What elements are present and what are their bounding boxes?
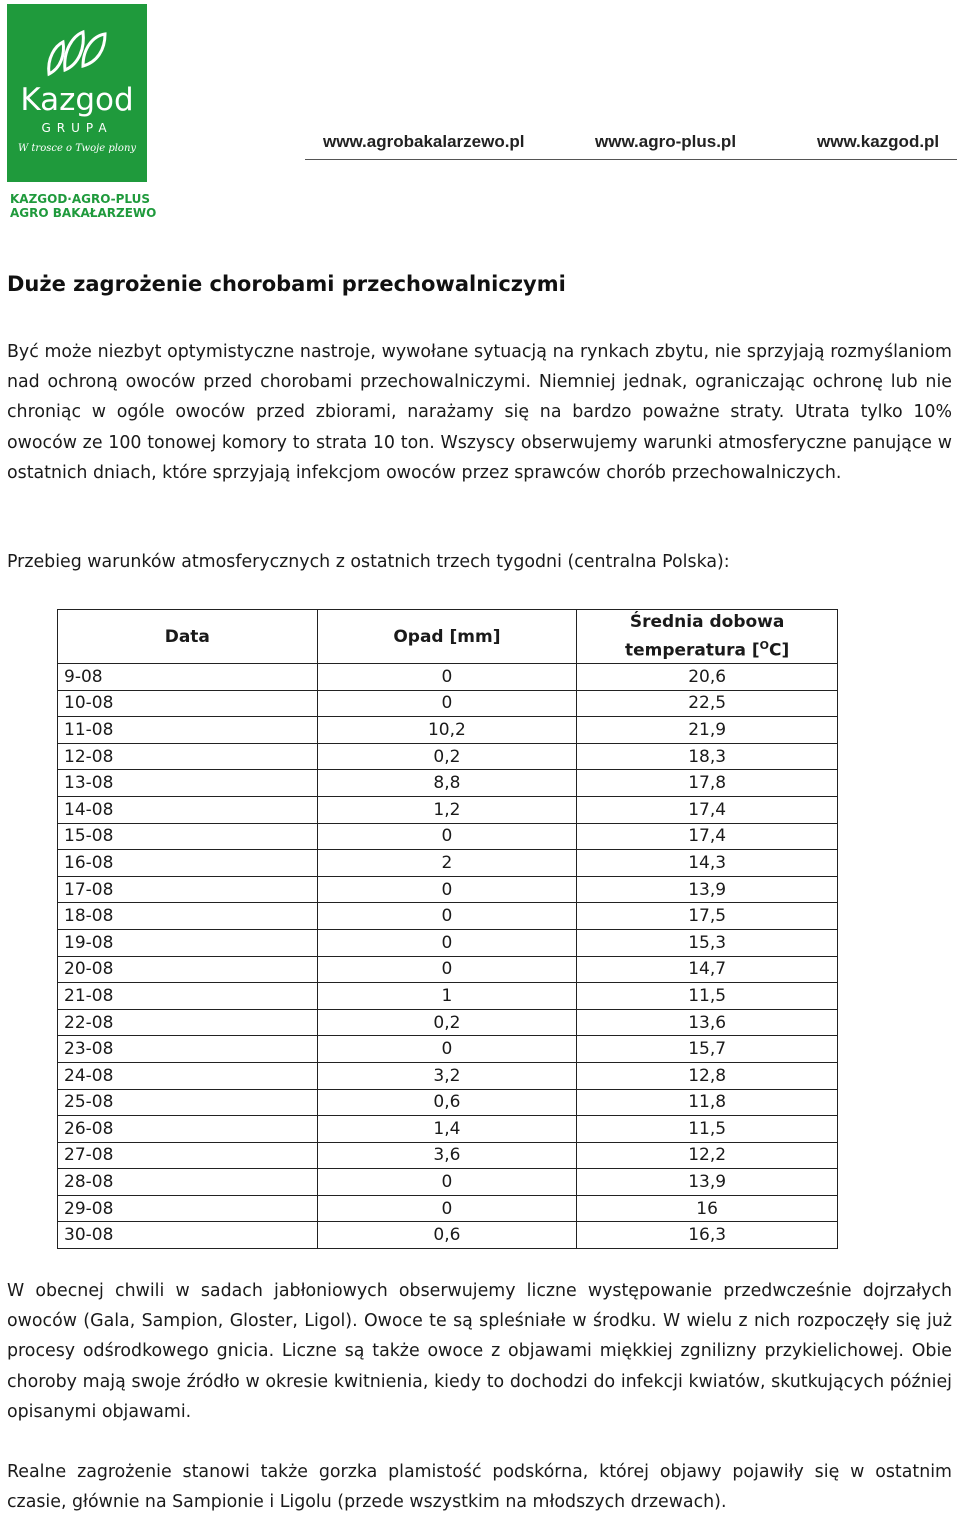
header-rain: Opad [mm]: [317, 610, 577, 664]
cell-rain: 0: [317, 1169, 577, 1196]
header-temp: [577, 610, 838, 664]
cell-rain: 0: [317, 876, 577, 903]
cell-temp: 17,5: [577, 903, 838, 930]
cell-rain: 0: [317, 823, 577, 850]
link-kazgod[interactable]: www.kazgod.pl: [817, 132, 940, 151]
logo-subtitle-line2: AGRO BAKAŁARZEWO: [10, 206, 157, 220]
cell-date: 25-08: [58, 1089, 318, 1116]
cell-rain: 0,6: [317, 1089, 577, 1116]
table-row: [58, 690, 838, 717]
cell-temp: 14,7: [577, 956, 838, 983]
table-row: [58, 929, 838, 956]
cell-date: 28-08: [58, 1169, 318, 1196]
table-row: [58, 823, 838, 850]
intro-paragraph: Być może niezbyt optymistyczne nastroje, wywołane sytuacją na rynkach zbytu, nie sprzyjają rozmyślaniom nad ochroną owoców przed chorobami przechowalniczymi. Niemniej jednak, ograniczając ochronę lub nie chroniąc w ogóle owoców przed zbiorami, narażamy się na bardzo poważne straty. Utrata tylko 10% owoców ze 100 tonowej komory to strata 10 ton. Wszyscy obserwujemy warunki atmosferyczne panujące w ostatnich dniach, które sprzyjają infekcjom owoców przez sprawców chorób przechowalniczych.: [7, 342, 952, 483]
cell-rain: 0: [317, 956, 577, 983]
table-header-row: [58, 610, 838, 664]
cell-temp: 12,8: [577, 1062, 838, 1089]
cell-date: 21-08: [58, 983, 318, 1010]
table-row: [58, 770, 838, 797]
logo-slogan: W trosce o Twoje plony: [17, 143, 137, 154]
cell-date: 9-08: [58, 664, 318, 691]
link-agrobakalarzewo[interactable]: www.agrobakalarzewo.pl: [323, 132, 525, 151]
cell-temp: 15,7: [577, 1036, 838, 1063]
weather-table: [57, 609, 838, 1249]
cell-rain: 2: [317, 850, 577, 877]
header-temp-degree: O: [759, 639, 770, 653]
cell-temp: 13,9: [577, 876, 838, 903]
table-row: [58, 1089, 838, 1116]
table-row: [58, 1169, 838, 1196]
cell-temp: 11,5: [577, 983, 838, 1010]
header-temp-line1: Średnia dobowa: [629, 612, 785, 633]
cell-date: 11-08: [58, 717, 318, 744]
cell-temp: 12,2: [577, 1142, 838, 1169]
cell-rain: 0: [317, 903, 577, 930]
page-title: Duże zagrożenie chorobami przechowalniczymi: [7, 272, 566, 296]
cell-date: 22-08: [58, 1009, 318, 1036]
cell-rain: 0,6: [317, 1222, 577, 1249]
link-agro-plus[interactable]: www.agro-plus.pl: [595, 132, 737, 151]
cell-temp: 17,4: [577, 796, 838, 823]
cell-date: 18-08: [58, 903, 318, 930]
table-row: [58, 743, 838, 770]
cell-temp: 13,9: [577, 1169, 838, 1196]
table-row: [58, 876, 838, 903]
logo-subtitle: [10, 192, 156, 220]
cell-date: 12-08: [58, 743, 318, 770]
cell-temp: 15,3: [577, 929, 838, 956]
company-logo: [7, 4, 147, 182]
header-date: Data: [58, 610, 318, 664]
header-temp-line2b: C]: [769, 640, 790, 661]
table-row: [58, 717, 838, 744]
cell-date: 23-08: [58, 1036, 318, 1063]
cell-rain: 0: [317, 690, 577, 717]
leaves-logo-icon: [45, 24, 109, 80]
table-row: [58, 1009, 838, 1036]
cell-date: 19-08: [58, 929, 318, 956]
table-row: [58, 983, 838, 1010]
cell-temp: 17,8: [577, 770, 838, 797]
cell-temp: 11,8: [577, 1089, 838, 1116]
cell-date: 14-08: [58, 796, 318, 823]
bitter-pit-paragraph: Realne zagrożenie stanowi także gorzka plamistość podskórna, której objawy pojawiły się w ostatnim czasie, głównie na Sampionie i Ligolu (przede wszystkim na młodszych drzewach).: [7, 1462, 952, 1513]
table-row: [58, 1195, 838, 1222]
cell-rain: 0,2: [317, 743, 577, 770]
table-row: [58, 903, 838, 930]
cell-temp: 18,3: [577, 743, 838, 770]
logo-name: Kazgod: [20, 82, 134, 118]
cell-rain: 3,6: [317, 1142, 577, 1169]
cell-rain: 1,2: [317, 796, 577, 823]
header-links: [305, 130, 957, 160]
cell-rain: 0,2: [317, 1009, 577, 1036]
table-row: [58, 1222, 838, 1249]
logo-grupa: GRUPA: [41, 121, 113, 135]
cell-date: 17-08: [58, 876, 318, 903]
cell-rain: 10,2: [317, 717, 577, 744]
cell-rain: 0: [317, 1036, 577, 1063]
cell-rain: 8,8: [317, 770, 577, 797]
header-temp-line2a: temperatura [: [624, 640, 760, 661]
logo-subtitle-line1: KAZGOD·AGRO-PLUS: [10, 192, 151, 206]
cell-rain: 0: [317, 1195, 577, 1222]
cell-temp: 14,3: [577, 850, 838, 877]
cell-rain: 1: [317, 983, 577, 1010]
cell-temp: 13,6: [577, 1009, 838, 1036]
table-caption: Przebieg warunków atmosferycznych z ostatnich trzech tygodni (centralna Polska):: [7, 552, 730, 572]
cell-date: 27-08: [58, 1142, 318, 1169]
cell-temp: 17,4: [577, 823, 838, 850]
orchard-paragraph: W obecnej chwili w sadach jabłoniowych obserwujemy liczne występowanie przedwcześnie dojrzałych owoców (Gala, Sampion, Gloster, Ligol). Owoce te są spleśniałe w środku. W wielu z nich rozpoczęły się już procesy odśrodkowego gnicia. Liczne są także owoce z objawami miękkiej zgnilizny przykielichowej. Obie choroby mają swoje źródło w okresie kwitnienia, kiedy to dochodzi do infekcji kwiatów, skutkujących później opisanymi objawami.: [7, 1281, 952, 1422]
cell-temp: 22,5: [577, 690, 838, 717]
cell-temp: 20,6: [577, 664, 838, 691]
table-row: [58, 1062, 838, 1089]
cell-rain: 0: [317, 929, 577, 956]
cell-temp: 21,9: [577, 717, 838, 744]
cell-date: 13-08: [58, 770, 318, 797]
cell-date: 10-08: [58, 690, 318, 717]
table-row: [58, 1142, 838, 1169]
cell-temp: 16,3: [577, 1222, 838, 1249]
table-row: [58, 796, 838, 823]
cell-temp: 16: [577, 1195, 838, 1222]
cell-date: 30-08: [58, 1222, 318, 1249]
table-row: [58, 1036, 838, 1063]
table-row: [58, 850, 838, 877]
cell-temp: 11,5: [577, 1116, 838, 1143]
table-row: [58, 1116, 838, 1143]
cell-date: 24-08: [58, 1062, 318, 1089]
cell-date: 15-08: [58, 823, 318, 850]
cell-rain: 0: [317, 664, 577, 691]
cell-date: 29-08: [58, 1195, 318, 1222]
cell-rain: 1,4: [317, 1116, 577, 1143]
table-row: [58, 664, 838, 691]
cell-date: 26-08: [58, 1116, 318, 1143]
cell-rain: 3,2: [317, 1062, 577, 1089]
cell-date: 20-08: [58, 956, 318, 983]
cell-date: 16-08: [58, 850, 318, 877]
table-row: [58, 956, 838, 983]
